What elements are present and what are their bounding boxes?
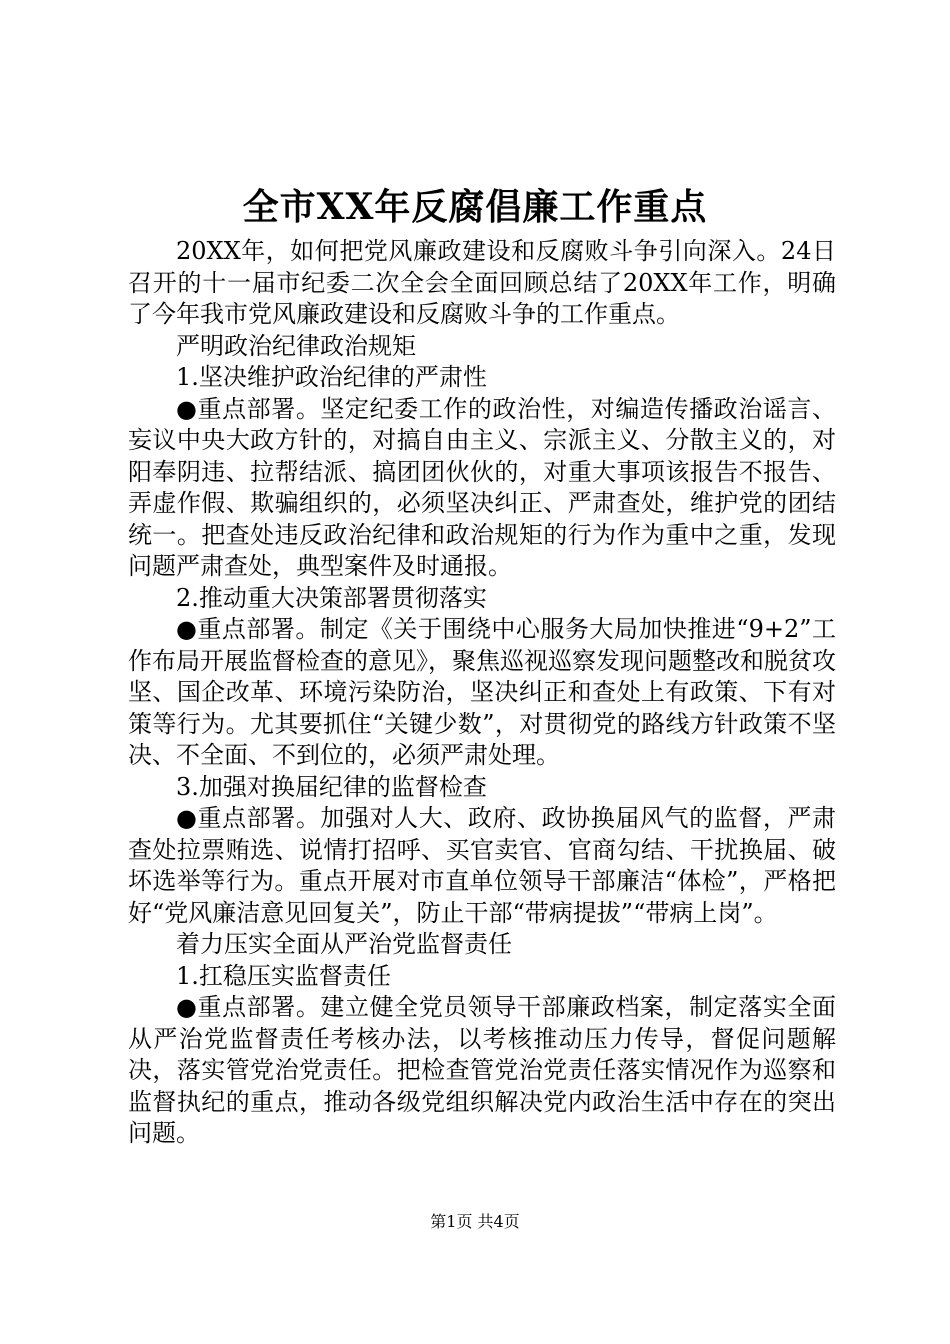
document-title: 全市XX年反腐倡廉工作重点	[242, 186, 708, 228]
section-heading-supervision-responsibility: 着力压实全面从严治党监督责任	[176, 930, 512, 958]
section-heading-political-discipline: 严明政治纪律政治规矩	[176, 331, 416, 360]
subheading-1: 1.坚决维护政治纪律的严肃性	[176, 363, 487, 391]
paragraph-key-deployment-4: ●重点部署。建立健全党员领导干部廉政档案，制定落实全面从严治党监督责任考核办法，以考核推动压力传导，督促问题解决，落实管党治党责任。把检查管党治党责任落实情况作为巡察和监督执纪的重点，推动各级党组织解决党内政治生活中存在的突出问题。	[128, 993, 836, 1147]
paragraph-intro: 20XX年，如何把党风廉政建设和反腐败斗争引向深入。24日召开的十一届市纪委二次全会全面回顾总结了20XX年工作，明确了今年我市党风廉政建设和反腐败斗争的工作重点。	[128, 237, 836, 328]
subheading-3: 3.加强对换届纪律的监督检查	[176, 772, 487, 801]
document-body	[128, 236, 836, 1150]
paragraph-key-deployment-1: ●重点部署。坚定纪委工作的政治性，对编造传播政治谣言、妄议中央大政方针的，对搞自由主义、宗派主义、分散主义的，对阳奉阴违、拉帮结派、搞团团伙伙的，对重大事项该报告不报告、弄虚作假、欺骗组织的，必须坚决纠正、严肃查处，维护党的团结统一。把查处违反政治纪律和政治规矩的行为作为重中之重，发现问题严肃查处，典型案件及时通报。	[128, 394, 836, 580]
subheading-2: 2.推动重大决策部署贯彻落实	[176, 583, 487, 612]
page-footer: 第1页 共4页	[430, 1212, 520, 1231]
subheading-4: 1.扛稳压实监督责任	[176, 961, 391, 990]
paragraph-key-deployment-3: ●重点部署。加强对人大、政府、政协换届风气的监督，严肃查处拉票贿选、说情打招呼、买官卖官、官商勾结、干扰换届、破坏选举等行为。重点开展对市直单位领导干部廉洁“体检”，严格把好“党风廉洁意见回复关”，防止干部“带病提拔”“带病上岗”。	[128, 804, 836, 927]
paragraph-key-deployment-2: ●重点部署。制定《关于围绕中心服务大局加快推进“9+2”工作布局开展监督检查的意见》，聚焦巡视巡察发现问题整改和脱贫攻坚、国企改革、环境污染防治，坚决纠正和查处上有政策、下有对策等行为。尤其要抓住“关键少数”，对贯彻党的路线方针政策不坚决、不全面、不到位的，必须严肃处理。	[128, 615, 836, 769]
